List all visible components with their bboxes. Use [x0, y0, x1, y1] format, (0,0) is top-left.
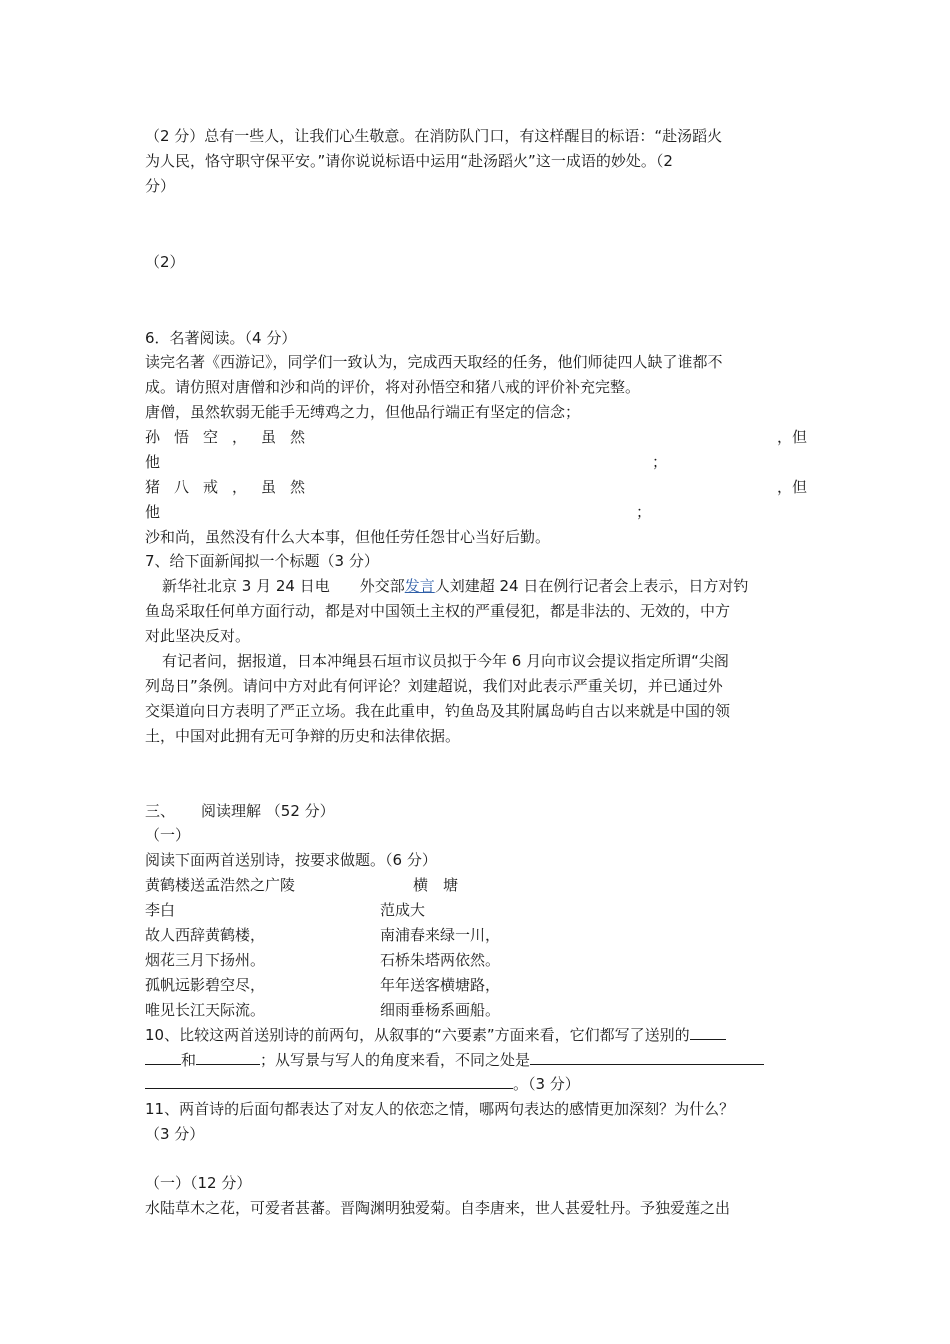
- q6-tangseng: 唐僧，虽然软弱无能手无缚鸡之力，但他品行端正有坚定的信念；: [145, 403, 581, 421]
- q6-title: 6．名著阅读。（4 分）: [145, 329, 297, 347]
- q7-p1-lead: 新华社北京 3 月 24 日电 外交部: [162, 577, 405, 595]
- poem1-line: 烟花三月下扬州。: [145, 951, 266, 969]
- section3-heading: [145, 801, 335, 821]
- poem1-line: 唯见长江天际流。: [145, 1001, 266, 1019]
- poem2-line: 年年送客横塘路，: [380, 976, 501, 994]
- poem2-line: 细雨垂杨系画船。: [380, 1001, 501, 1019]
- q10-text-c: ；从写景与写人的角度来看，不同之处是: [260, 1051, 531, 1069]
- q10-blank-1[interactable]: [690, 1025, 726, 1040]
- q6-wukong-line: [145, 427, 807, 447]
- q5-line-2: 为人民，恪守职守保平安。”请你说说标语中运用“赴汤蹈火”这一成语的妙处。（2: [145, 152, 673, 170]
- section3-sub-1: （一）: [145, 826, 191, 844]
- poem2-line: 石桥朱塔两依然。: [380, 951, 501, 969]
- q10-text-a: 10、比较这两首送别诗的前两句，从叙事的“六要素”方面来看，它们都写了送别的: [145, 1026, 690, 1044]
- poem1-title: 黄鹤楼送孟浩然之广陵: [145, 876, 296, 894]
- poem2-line: 南浦春来绿一川，: [380, 926, 501, 944]
- q6-bajie-but: ，但: [776, 478, 807, 496]
- poem2-title: 横 塘: [413, 876, 459, 894]
- q7-p1-line-3: 对此坚决反对。: [145, 627, 251, 645]
- speaker-link[interactable]: 发言: [404, 577, 435, 595]
- q7-p2-line-2: 列岛日”条例。请问中方对此有何评论？刘建超说，我们对此表示严重关切，并已通过外: [145, 677, 723, 695]
- q6-wukong-start: 孙悟空，虽然: [145, 428, 320, 446]
- q10-blank-3-cont[interactable]: [145, 1074, 513, 1089]
- q5-line-1: （2 分）总有一些人，让我们心生敬意。在消防队门口，有这样醒目的标语：“赴汤蹈火: [145, 127, 723, 145]
- q6-bajie-start: 猪八戒，虽然: [145, 478, 320, 496]
- q6-intro-2: 成。请仿照对唐僧和沙和尚的评价，将对孙悟空和猪八戒的评价补充完整。: [145, 378, 641, 396]
- q6-shaseng: 沙和尚，虽然没有什么大本事，但他任劳任怨甘心当好后勤。: [145, 528, 551, 546]
- ailian-text-start: 水陆草木之花，可爱者甚蕃。晋陶渊明独爱菊。自李唐来，世人甚爱牡丹。予独爱莲之出: [145, 1199, 731, 1217]
- poem2-author: 范成大: [380, 901, 426, 919]
- poem1-line: 孤帆远影碧空尽，: [145, 976, 266, 994]
- section3-number: 三、: [145, 802, 176, 820]
- poem1-author: 李白: [145, 901, 176, 919]
- q7-p1-line-1: [162, 576, 748, 596]
- section3-title: 阅读理解 （52 分）: [201, 802, 335, 820]
- q11-line-1: 11、两首诗的后面句都表达了对友人的依恋之情，哪两句表达的感情更加深刻？为什么？: [145, 1100, 735, 1118]
- q7-title: 7、给下面新闻拟一个标题（3 分）: [145, 552, 379, 570]
- q10-blank-3[interactable]: [530, 1050, 764, 1065]
- q5-answer-label: （2）: [145, 253, 185, 271]
- q7-p2-line-3: 交渠道向日方表明了严正立场。我在此重申，钓鱼岛及其附属岛屿自古以来就是中国的领: [145, 702, 731, 720]
- q10-line-2: [145, 1050, 764, 1070]
- q6-wukong-he: 他: [145, 453, 161, 471]
- q10-line-3: [145, 1074, 580, 1094]
- q6-intro-1: 读完名著《西游记》，同学们一致认为，完成西天取经的任务，他们师徒四人缺了谁都不: [145, 353, 723, 371]
- q7-p1-rest: 人刘建超 24 日在例行记者会上表示，日方对钓: [434, 577, 749, 595]
- q6-wukong-but: ，但: [776, 428, 807, 446]
- q10-text-b: 和: [181, 1051, 197, 1069]
- q10-blank-2[interactable]: [196, 1050, 260, 1065]
- q11-line-2: （3 分）: [145, 1125, 205, 1143]
- q10-line-1: [145, 1025, 726, 1045]
- q6-bajie-line: [145, 477, 807, 497]
- section3-instruction: 阅读下面两首送别诗，按要求做题。（6 分）: [145, 851, 437, 869]
- q7-p2-line-4: 土，中国对此拥有无可争辩的历史和法律依据。: [145, 727, 461, 745]
- q10-text-d: 。（3 分）: [513, 1075, 580, 1093]
- poem1-line: 故人西辞黄鹤楼，: [145, 926, 266, 944]
- q7-p2-line-1: 有记者问，据报道，日本冲绳县石垣市议员拟于今年 6 月向市议会提议指定所谓“尖阁: [162, 652, 729, 670]
- q10-blank-1-cont[interactable]: [145, 1050, 181, 1065]
- q7-p1-line-2: 鱼岛采取任何单方面行动，都是对中国领土主权的严重侵犯，都是非法的、无效的，中方: [145, 602, 731, 620]
- q6-bajie-semicolon: ；: [636, 503, 652, 521]
- q5-line-3: 分）: [145, 177, 176, 195]
- section3-sub-2: （一）（12 分）: [145, 1174, 252, 1192]
- q6-wukong-semicolon: ；: [652, 453, 668, 471]
- q6-bajie-he: 他: [145, 503, 161, 521]
